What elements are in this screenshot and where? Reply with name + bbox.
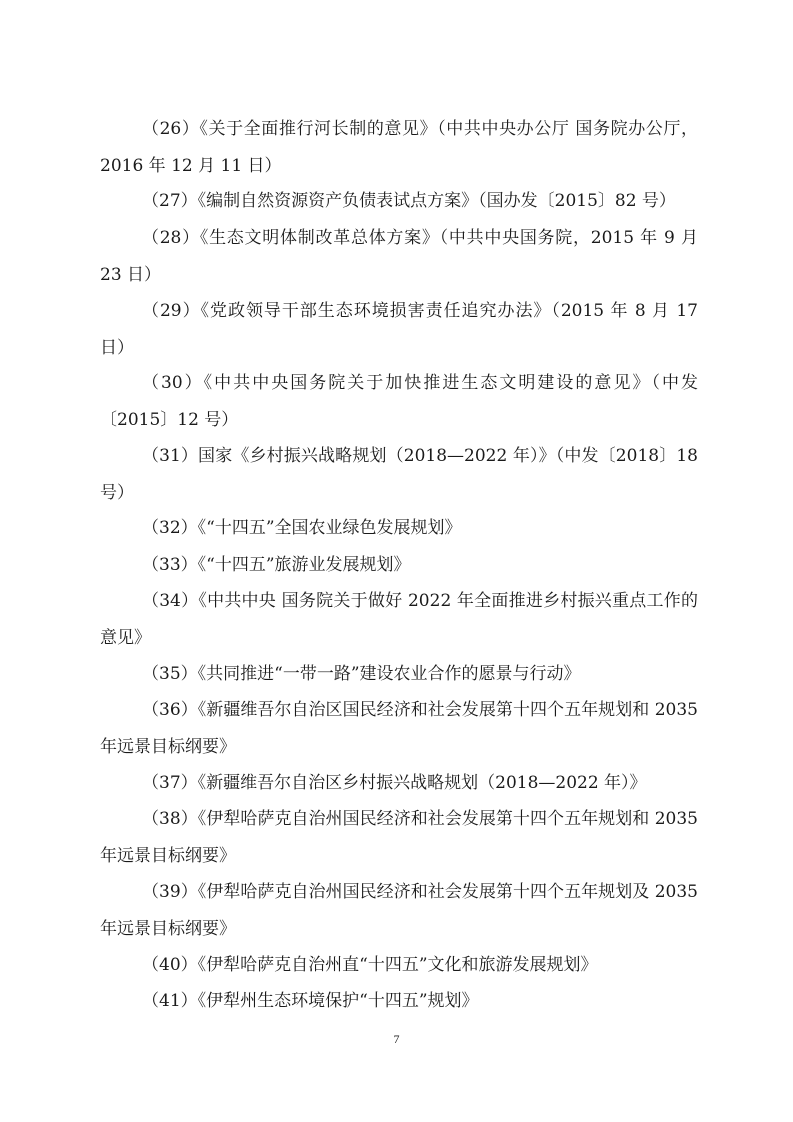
reference-33: （33）《“十四五”旅游业发展规划》 <box>142 555 411 575</box>
reference-40: （40）《伊犁哈萨克自治州直“十四五”文化和旅游发展规划》 <box>142 955 598 975</box>
reference-28: （28）《生态文明体制改革总体方案》（中共中央国务院，2015 年 9 月 23 日） <box>100 228 698 285</box>
reference-27: （27）《编制自然资源资产负债表试点方案》（国办发〔2015〕82 号） <box>142 191 676 211</box>
reference-38: （38）《伊犁哈萨克自治州国民经济和社会发展第十四个五年规划和 2035 年远景目标纲要》 <box>100 809 698 866</box>
reference-31: （31）国家《乡村振兴战略规划（2018—2022 年）》（中发〔2018〕18 号） <box>100 446 698 503</box>
reference-41: （41）《伊犁州生态环境保护“十四五”规划》 <box>142 991 479 1011</box>
reference-26: （26）《关于全面推行河长制的意见》（中共中央办公厅 国务院办公厅，2016 年 12 月 11 日） <box>100 119 698 176</box>
reference-32: （32）《“十四五”全国农业绿色发展规划》 <box>142 518 462 538</box>
reference-34: （34）《中共中央 国务院关于做好 2022 年全面推进乡村振兴重点工作的意见》 <box>100 591 698 648</box>
reference-29: （29）《党政领导干部生态环境损害责任追究办法》（2015 年 8 月 17 日） <box>100 301 698 358</box>
reference-30: （30）《中共中央国务院关于加快推进生态文明建设的意见》（中发〔2015〕12 号） <box>100 373 698 430</box>
page-number: 7 <box>393 1032 400 1046</box>
reference-35: （35）《共同推进“一带一路”建设农业合作的愿景与行动》 <box>142 664 581 684</box>
reference-37: （37）《新疆维吾尔自治区乡村振兴战略规划（2018—2022 年）》 <box>142 773 647 793</box>
reference-39: （39）《伊犁哈萨克自治州国民经济和社会发展第十四个五年规划及 2035 年远景目标纲要》 <box>100 882 698 939</box>
reference-36: （36）《新疆维吾尔自治区国民经济和社会发展第十四个五年规划和 2035 年远景目标纲要》 <box>100 700 698 757</box>
